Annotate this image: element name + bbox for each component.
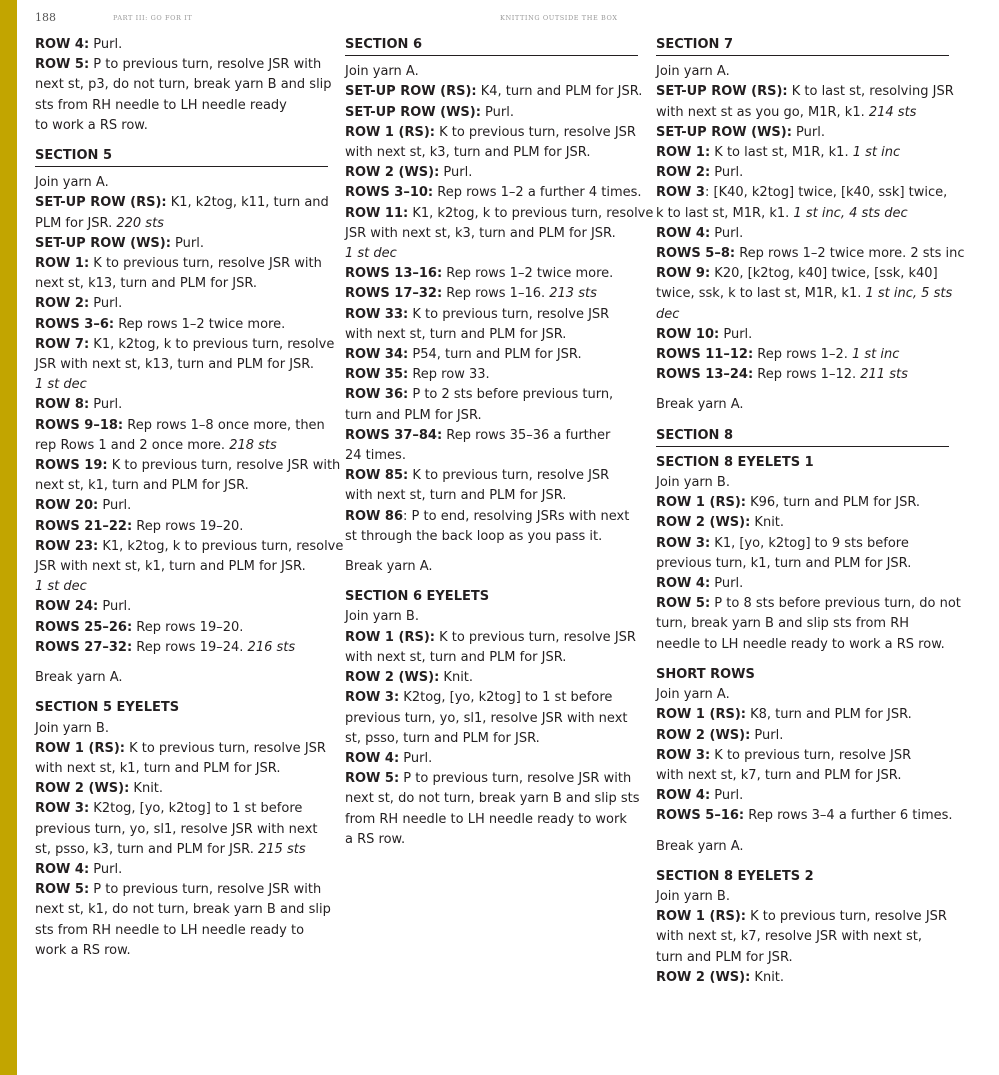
pattern-row: ROW 10: Purl. — [656, 326, 753, 342]
pattern-row: ROW 3: K to previous turn, resolve JSR with next st, k7, turn and PLM for JSR. — [656, 747, 912, 783]
join-yarn-text: Join yarn B. — [656, 888, 730, 904]
break-yarn-text: Break yarn A. — [35, 670, 123, 686]
break-yarn-text: Break yarn A. — [656, 838, 744, 854]
join-yarn-text: Join yarn A. — [35, 175, 109, 191]
pattern-row: ROW 33: K to previous turn, resolve JSR with next st, turn and PLM for JSR. — [345, 306, 610, 342]
pattern-row: ROW 4: Purl. — [656, 788, 744, 804]
pattern-row: ROW 1 (RS): K96, turn and PLM for JSR. — [656, 495, 921, 511]
pattern-row: ROW 24: Purl. — [35, 599, 132, 615]
join-yarn-text: Join yarn B. — [35, 720, 109, 736]
pattern-row: ROW 4: Purl. — [656, 225, 744, 241]
pattern-row: SET-UP ROW (RS): K to last st, resolving JSR with next st as you go, M1R, k1. 214 sts — [656, 84, 954, 120]
pattern-row: ROW 2 (WS): Knit. — [656, 515, 785, 531]
join-yarn-text: Join yarn B. — [345, 609, 419, 625]
pattern-row: ROW 3: K2tog, [yo, k2tog] to 1 st before previous turn, yo, sl1, resolve JSR with next st, psso, k3, turn and PLM for JSR. 215 sts — [35, 801, 318, 857]
pattern-row: ROWS 11–12: Rep rows 1–2. 1 st inc — [656, 347, 900, 363]
running-head-book: KNITTING OUTSIDE THE BOX — [500, 14, 618, 22]
pattern-row: ROW 2 (WS): Knit. — [35, 781, 164, 797]
pattern-row: ROW 20: Purl. — [35, 498, 132, 514]
pattern-row: ROWS 21–22: Rep rows 19–20. — [35, 518, 244, 534]
running-head-part: PART III: GO FOR IT — [113, 14, 193, 22]
pattern-row: ROWS 25–26: Rep rows 19–20. — [35, 619, 244, 635]
pattern-row: ROW 2 (WS): Knit. — [345, 670, 474, 686]
pattern-row: ROW 7: K1, k2tog, k to previous turn, resolve JSR with next st, k13, turn and PLM for JSR. 1 st dec — [35, 336, 335, 393]
pattern-row: ROWS 5–16: Rep rows 3–4 a further 6 times. — [656, 808, 953, 824]
yellow-spine-bar — [0, 0, 17, 1075]
pattern-row: ROW 4: Purl. — [35, 37, 123, 52]
pattern-row: SET-UP ROW (WS): Purl. — [35, 235, 204, 251]
join-yarn-text: Join yarn A. — [345, 64, 419, 80]
pattern-row: ROW 1 (RS): K to previous turn, resolve JSR with next st, turn and PLM for JSR. — [345, 629, 636, 665]
section-heading: SECTION 6 — [345, 35, 638, 56]
pattern-row: ROW 1 (RS): K8, turn and PLM for JSR. — [656, 707, 912, 723]
pattern-row: ROW 2 (WS): Purl. — [345, 165, 473, 181]
section-subheading: SHORT ROWS — [656, 666, 755, 682]
pattern-row: ROW 86: P to end, resolving JSRs with next st through the back loop as you pass it. — [345, 508, 630, 544]
pattern-row: ROWS 3–10: Rep rows 1–2 a further 4 times. — [345, 185, 642, 201]
pattern-row: ROW 9: K20, [k2tog, k40] twice, [ssk, k40] twice, ssk, k to last st, M1R, k1. 1 st inc, 5 sts dec — [656, 266, 953, 322]
pattern-row: ROW 5: P to previous turn, resolve JSR with next st, k1, do not turn, break yarn B and slip sts from RH needle to LH needle ready to work a RS row. — [35, 882, 331, 958]
pattern-row: ROW 85: K to previous turn, resolve JSR with next st, turn and PLM for JSR. — [345, 468, 610, 504]
section-subheading: SECTION 5 EYELETS — [35, 700, 180, 716]
pattern-row: ROW 1 (RS): K to previous turn, resolve JSR with next st, k1, turn and PLM for JSR. — [35, 740, 326, 776]
pattern-row: ROW 2 (WS): Purl. — [656, 727, 784, 743]
pattern-row: ROWS 37–84: Rep rows 35–36 a further 24 times. — [345, 427, 611, 464]
pattern-row: SET-UP ROW (RS): K4, turn and PLM for JSR. — [345, 84, 643, 100]
pattern-row: ROW 34: P54, turn and PLM for JSR. — [345, 347, 582, 363]
pattern-row: ROW 3: K1, [yo, k2tog] to 9 sts before previous turn, k1, turn and PLM for JSR. — [656, 535, 912, 571]
page-header — [0, 11, 999, 25]
section-heading: SECTION 8 — [656, 426, 949, 447]
pattern-row: ROW 2 (WS): Knit. — [656, 969, 785, 985]
pattern-row: ROW 23: K1, k2tog, k to previous turn, resolve JSR with next st, k1, turn and PLM for JSR. 1 st dec — [35, 538, 344, 595]
break-yarn-text: Break yarn A. — [345, 559, 433, 575]
page-number: 188 — [35, 11, 56, 24]
section-subheading: SECTION 8 EYELETS 2 — [656, 868, 814, 884]
break-yarn-text: Break yarn A. — [656, 397, 744, 413]
pattern-row: ROW 35: Rep row 33. — [345, 367, 490, 383]
pattern-row: ROWS 27–32: Rep rows 19–24. 216 sts — [35, 639, 296, 655]
pattern-row: ROWS 19: K to previous turn, resolve JSR with next st, k1, turn and PLM for JSR. — [35, 458, 341, 494]
join-yarn-text: Join yarn A. — [656, 64, 730, 80]
section-subheading: SECTION 6 EYELETS — [345, 589, 490, 605]
section-heading: SECTION 7 — [656, 35, 949, 56]
pattern-row: SET-UP ROW (RS): K1, k2tog, k11, turn and PLM for JSR. 220 sts — [35, 195, 329, 231]
column-2 — [345, 35, 654, 850]
join-yarn-text: Join yarn B. — [656, 475, 730, 491]
pattern-row: ROW 8: Purl. — [35, 397, 123, 413]
pattern-row: ROW 3: [K40, k2tog] twice, [k40, ssk] twice, k to last st, M1R, k1. 1 st inc, 4 sts dec — [656, 185, 948, 221]
pattern-row: ROW 11: K1, k2tog, k to previous turn, resolve JSR with next st, k3, turn and PLM for JSR. 1 st dec — [345, 205, 654, 262]
pattern-row: ROW 5: P to 8 sts before previous turn, do not turn, break yarn B and slip sts from RH needle to LH needle ready to work a RS row. — [656, 596, 961, 652]
pattern-row: SET-UP ROW (WS): Purl. — [656, 124, 825, 140]
pattern-row: ROW 36: P to 2 sts before previous turn, turn and PLM for JSR. — [345, 387, 614, 423]
pattern-row: ROW 4: Purl. — [656, 576, 744, 592]
join-yarn-text: Join yarn A. — [656, 687, 730, 703]
pattern-row: ROW 5: P to previous turn, resolve JSR with next st, p3, do not turn, break yarn B and slip sts from RH needle to LH needle ready to work a RS row. — [35, 57, 332, 133]
pattern-row: ROW 1 (RS): K to previous turn, resolve JSR with next st, k7, resolve JSR with next st, turn and PLM for JSR. — [656, 909, 947, 965]
pattern-row: ROW 4: Purl. — [345, 750, 433, 766]
pattern-row: ROW 2: Purl. — [35, 296, 123, 312]
section-heading: SECTION 5 — [35, 146, 328, 167]
column-3 — [656, 35, 965, 988]
pattern-row: ROW 1 (RS): K to previous turn, resolve JSR with next st, k3, turn and PLM for JSR. — [345, 124, 636, 161]
section-subheading: SECTION 8 EYELETS 1 — [656, 454, 814, 470]
pattern-row: ROW 1: K to last st, M1R, k1. 1 st inc — [656, 145, 901, 161]
pattern-row: ROW 1: K to previous turn, resolve JSR with next st, k13, turn and PLM for JSR. — [35, 256, 322, 292]
pattern-row: ROWS 13–24: Rep rows 1–12. 211 sts — [656, 367, 908, 383]
pattern-row: ROW 5: P to previous turn, resolve JSR with next st, do not turn, break yarn B and slip sts from RH needle to LH needle ready to work a RS row. — [345, 771, 640, 847]
pattern-row: SET-UP ROW (WS): Purl. — [345, 104, 514, 120]
pattern-row: ROW 3: K2tog, [yo, k2tog] to 1 st before previous turn, yo, sl1, resolve JSR with next st, psso, turn and PLM for JSR. — [345, 690, 628, 746]
column-1 — [35, 35, 344, 961]
pattern-row: ROWS 17–32: Rep rows 1–16. 213 sts — [345, 286, 597, 302]
pattern-row: ROWS 3–6: Rep rows 1–2 twice more. — [35, 316, 286, 332]
pattern-row: ROW 2: Purl. — [656, 165, 744, 181]
pattern-row: ROWS 5–8: Rep rows 1–2 twice more. 2 sts inc — [656, 246, 965, 262]
pattern-row: ROW 4: Purl. — [35, 861, 123, 877]
pattern-row: ROWS 13–16: Rep rows 1–2 twice more. — [345, 266, 614, 282]
pattern-row: ROWS 9–18: Rep rows 1–8 once more, then rep Rows 1 and 2 once more. 218 sts — [35, 417, 325, 453]
